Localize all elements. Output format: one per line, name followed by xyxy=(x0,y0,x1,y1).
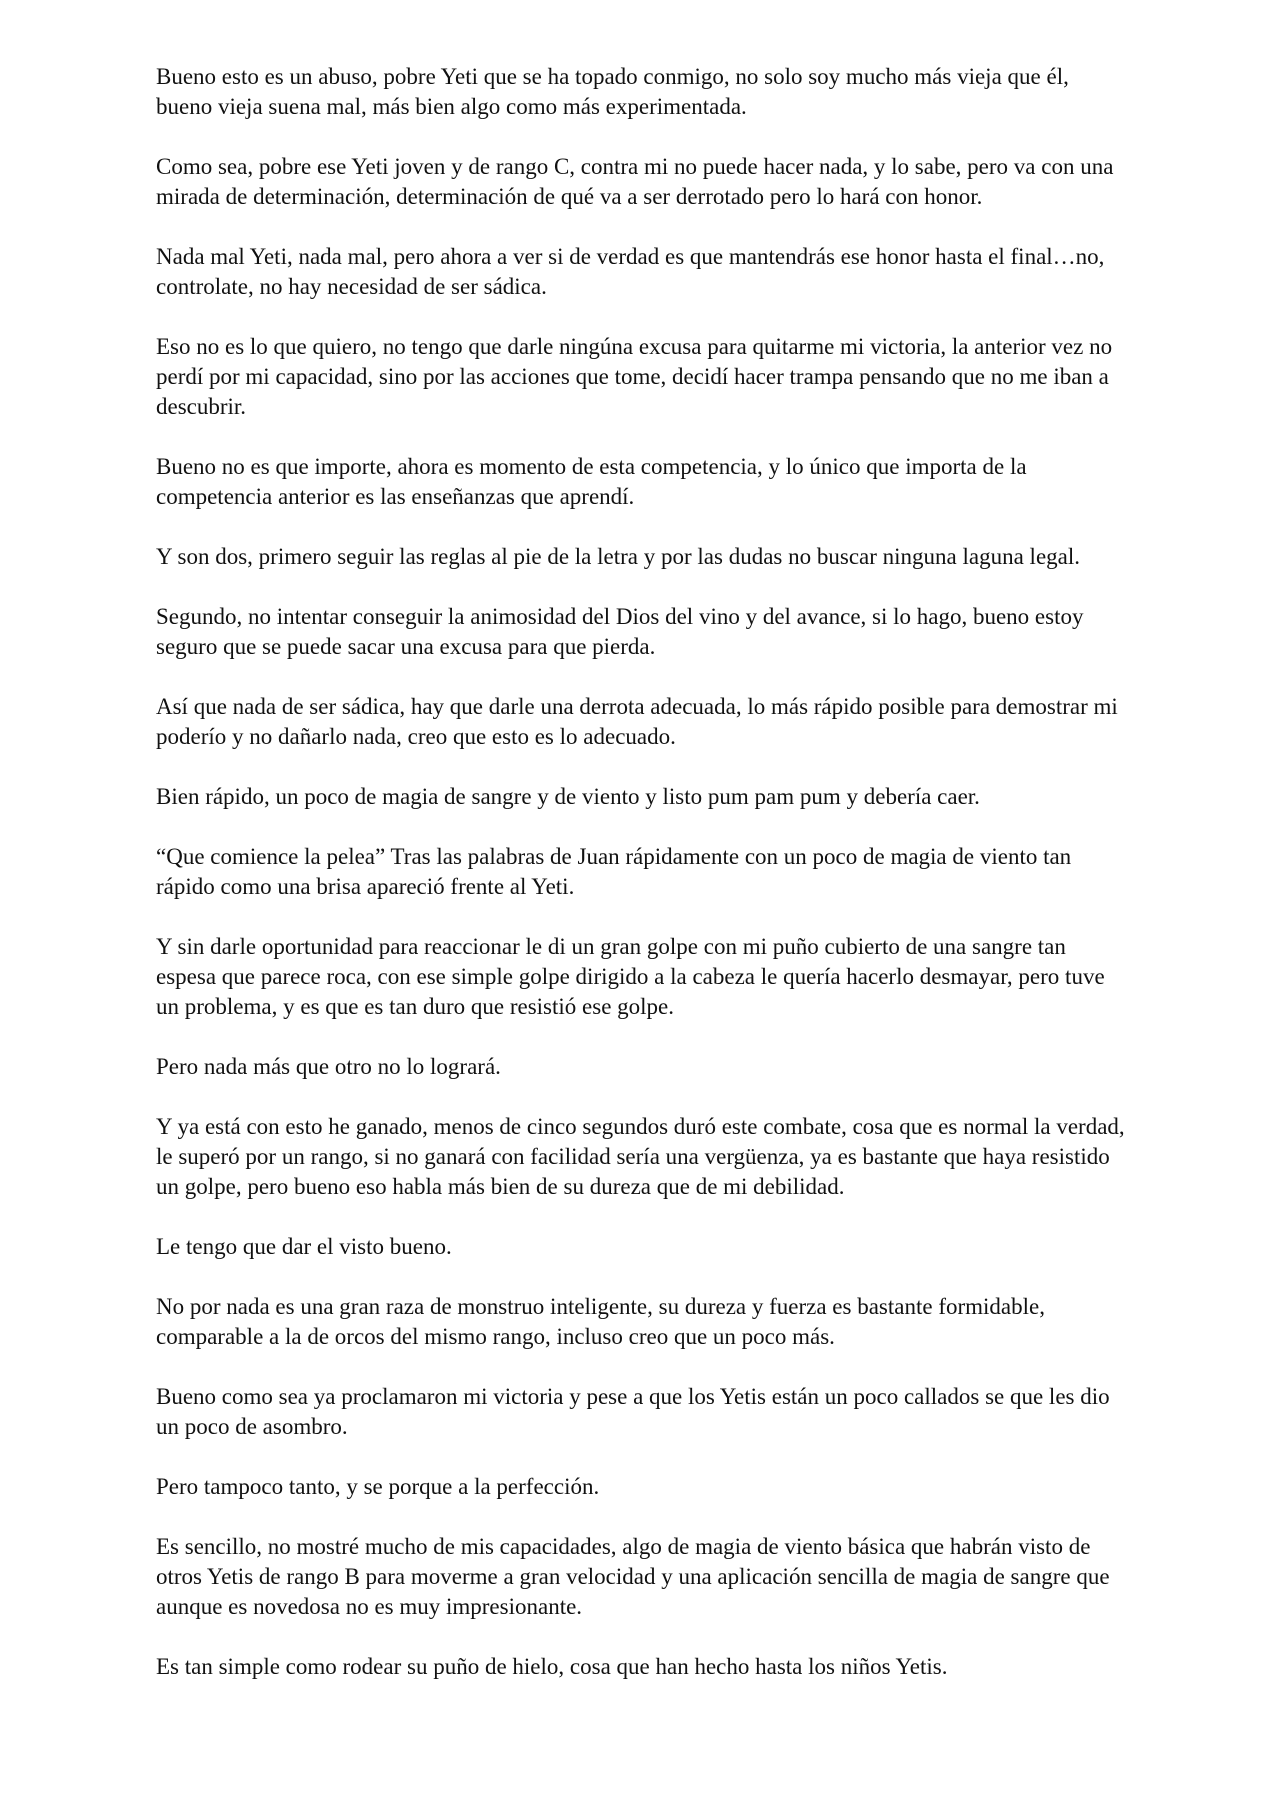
paragraph-15: No por nada es una gran raza de monstruo inteligente, su dureza y fuerza es bastante formidable, comparable a la de orcos del mismo rango, incluso creo que un poco más. xyxy=(156,1294,1045,1349)
paragraph-8: Así que nada de ser sádica, hay que darle una derrota adecuada, lo más rápido posible para demostrar mi poderío y no dañarlo nada, creo que esto es lo adecuado. xyxy=(156,694,1118,749)
paragraph-19: Es tan simple como rodear su puño de hielo, cosa que han hecho hasta los niños Yetis. xyxy=(156,1654,948,1679)
paragraph-1: Bueno esto es un abuso, pobre Yeti que se ha topado conmigo, no solo soy mucho más vieja que él, bueno vieja suena mal, más bien algo como más experimentada. xyxy=(156,64,1069,119)
paragraph-2: Como sea, pobre ese Yeti joven y de rango C, contra mi no puede hacer nada, y lo sabe, pero va con una mirada de determinación, determinación de qué va a ser derrotado pero lo hará con honor. xyxy=(156,154,1114,209)
paragraph-18: Es sencillo, no mostré mucho de mis capacidades, algo de magia de viento básica que habrán visto de otros Yetis de rango B para moverme a gran velocidad y una aplicación sencilla de magia de sangre que aunque es novedosa no es muy impresionante. xyxy=(156,1534,1110,1619)
paragraph-9: Bien rápido, un poco de magia de sangre y de viento y listo pum pam pum y debería caer. xyxy=(156,784,980,809)
paragraph-13: Y ya está con esto he ganado, menos de cinco segundos duró este combate, cosa que es normal la verdad, le superó por un rango, si no ganará con facilidad sería una vergüenza, ya es bastante que haya resistido un golpe, pero bueno eso habla más bien de su dureza que de mi debilidad. xyxy=(156,1114,1125,1199)
paragraph-11: Y sin darle oportunidad para reaccionar le di un gran golpe con mi puño cubierto de una sangre tan espesa que parece roca, con ese simple golpe dirigido a la cabeza le quería hacerlo desmayar, pero tuve un problema, y es que es tan duro que resistió ese golpe. xyxy=(156,934,1105,1019)
paragraph-5: Bueno no es que importe, ahora es momento de esta competencia, y lo único que importa de la competencia anterior es las enseñanzas que aprendí. xyxy=(156,454,1027,509)
paragraph-14: Le tengo que dar el visto bueno. xyxy=(156,1234,452,1259)
paragraph-4: Eso no es lo que quiero, no tengo que darle ningúna excusa para quitarme mi victoria, la anterior vez no perdí por mi capacidad, sino por las acciones que tome, decidí hacer trampa pensando que no me iban a descubrir. xyxy=(156,334,1113,419)
paragraph-3: Nada mal Yeti, nada mal, pero ahora a ver si de verdad es que mantendrás ese honor hasta el final…no, controlate, no hay necesidad de ser sádica. xyxy=(156,244,1105,299)
document-page xyxy=(156,62,1126,1682)
paragraph-6: Y son dos, primero seguir las reglas al pie de la letra y por las dudas no buscar ninguna laguna legal. xyxy=(156,544,1080,569)
paragraph-12: Pero nada más que otro no lo logrará. xyxy=(156,1054,501,1079)
paragraph-10: “Que comience la pelea” Tras las palabras de Juan rápidamente con un poco de magia de viento tan rápido como una brisa apareció frente al Yeti. xyxy=(156,844,1072,899)
paragraph-7: Segundo, no intentar conseguir la animosidad del Dios del vino y del avance, si lo hago, bueno estoy seguro que se puede sacar una excusa para que pierda. xyxy=(156,604,1084,659)
paragraph-16: Bueno como sea ya proclamaron mi victoria y pese a que los Yetis están un poco callados se que les dio un poco de asombro. xyxy=(156,1384,1110,1439)
paragraph-17: Pero tampoco tanto, y se porque a la perfección. xyxy=(156,1474,600,1499)
